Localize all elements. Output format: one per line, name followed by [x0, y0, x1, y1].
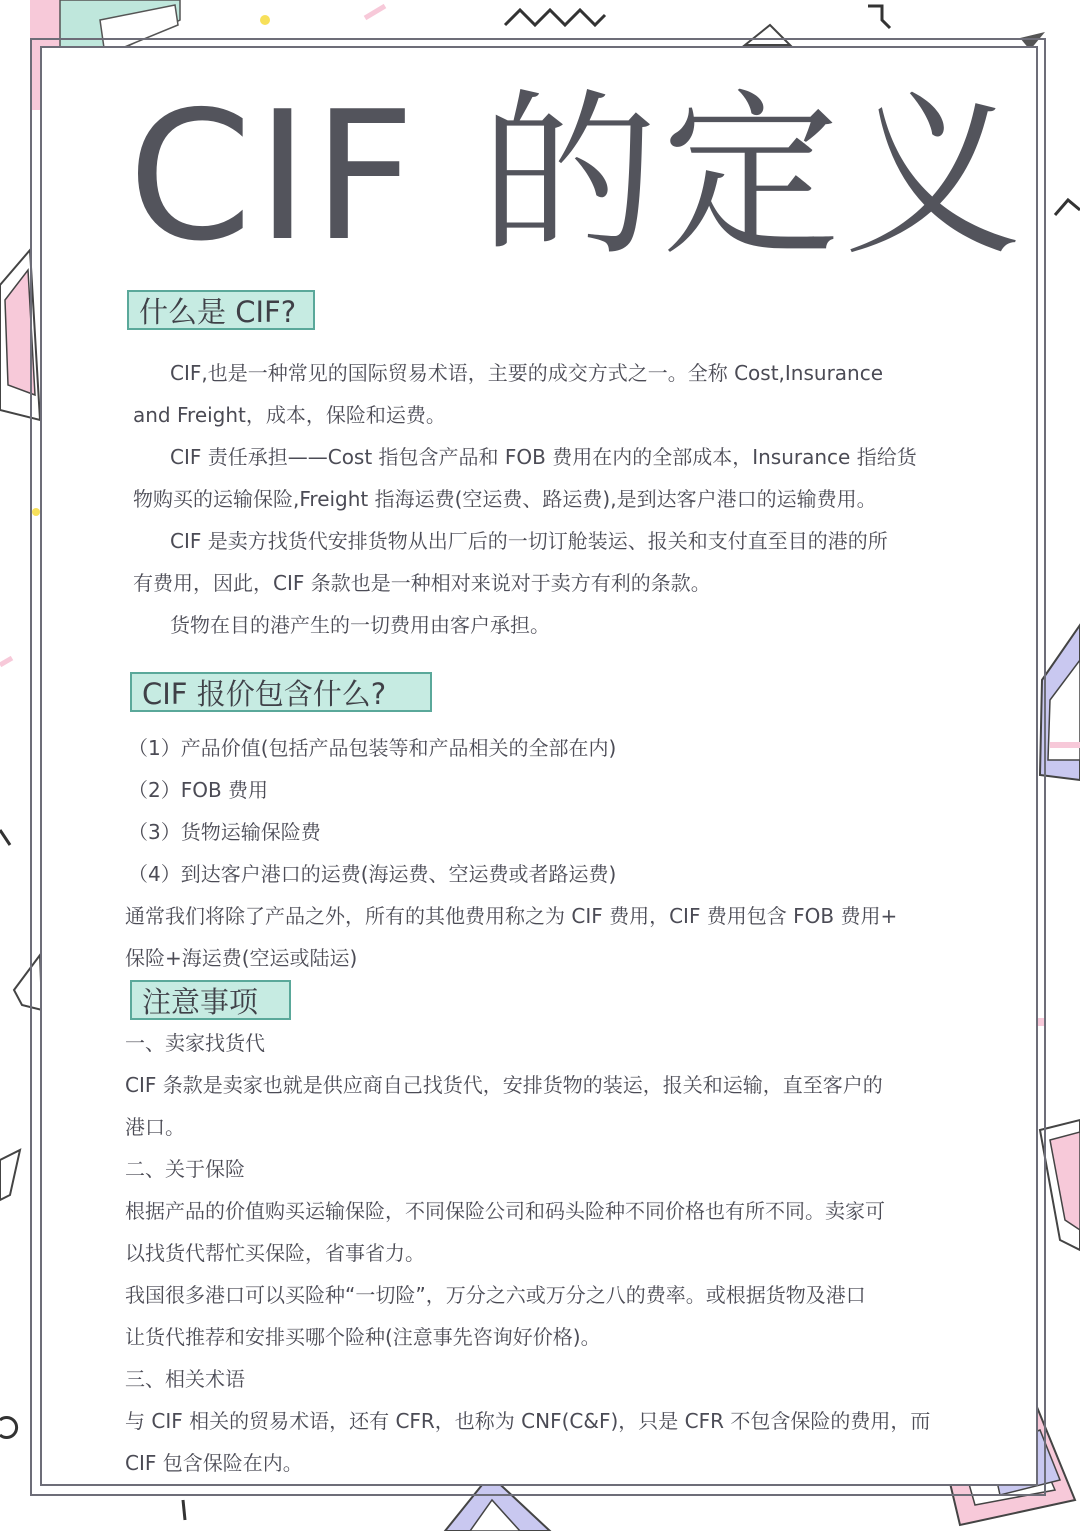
zigzag-icon [505, 10, 605, 25]
list-item: （1）产品价值(包括产品包装等和产品相关的全部在内) [128, 736, 617, 760]
tick-bottom [183, 1500, 185, 1520]
right-prism-low [1040, 1120, 1080, 1250]
dash-left [0, 658, 12, 665]
paragraph-line: and Freight，成本，保险和运费。 [133, 403, 446, 427]
page-title: CIF 的定义 [128, 73, 1026, 280]
paragraph-line: CIF 包含保险在内。 [125, 1451, 303, 1475]
dash-pink [365, 6, 385, 18]
dot-yellow [260, 15, 270, 25]
paragraph-line: 通常我们将除了产品之外，所有的其他费用称之为 CIF 费用，CIF 费用包含 FOB 费用+ [125, 904, 898, 928]
subheading: 二、关于保险 [125, 1157, 245, 1181]
paragraph-line: CIF 是卖方找货代安排货物从出厂后的一切订舱装运、报关和支付直至目的港的所 [170, 529, 888, 553]
prism-left-low [0, 1150, 20, 1200]
paragraph-line: 以找货代帮忙买保险，省事省力。 [125, 1241, 425, 1265]
paragraph-line: 我国很多港口可以买险种“一切险”，万分之六或万分之八的费率。或根据货物及港口 [125, 1283, 866, 1307]
paragraph-line: CIF 条款是卖家也就是供应商自己找货代，安排货物的装运，报关和运输，直至客户的 [125, 1073, 883, 1097]
paragraph-line: 保险+海运费(空运或陆运) [125, 946, 358, 970]
paragraph-line: 根据产品的价值购买运输保险，不同保险公司和码头险种不同价格也有所不同。卖家可 [125, 1199, 885, 1223]
paragraph-line: 与 CIF 相关的贸易术语，还有 CFR，也称为 CNF(C&F)，只是 CFR 不包含保险的费用，而 [125, 1409, 931, 1433]
paragraph-line: 有费用，因此，CIF 条款也是一种相对来说对于卖方有利的条款。 [133, 571, 711, 595]
subheading: 一、卖家找货代 [125, 1031, 265, 1055]
arc-left [0, 1417, 17, 1437]
section-heading-what-is-cif: 什么是 CIF? [127, 290, 315, 330]
paragraph-line: 物购买的运输保险,Freight 指海运费(空运费、路运费),是到达客户港口的运输费用。 [133, 487, 877, 511]
squiggle-right [1055, 200, 1080, 215]
paragraph-line: 港口。 [125, 1115, 185, 1139]
list-item: （2）FOB 费用 [128, 778, 269, 802]
paragraph-line: 货物在目的港产生的一切费用由客户承担。 [170, 613, 550, 637]
tick-left [0, 830, 10, 845]
right-prism-mid [1040, 625, 1080, 780]
list-item: （3）货物运输保险费 [128, 820, 321, 844]
section-heading-cif-quote: CIF 报价包含什么? [130, 672, 432, 712]
paragraph-line: CIF,也是一种常见的国际贸易术语，主要的成交方式之一。全称 Cost,Insurance [170, 361, 884, 385]
list-item: （4）到达客户港口的运费(海运费、空运费或者路运费) [128, 862, 617, 886]
paragraph-line: CIF 责任承担——Cost 指包含产品和 FOB 费用在内的全部成本，Insurance 指给货 [170, 445, 917, 469]
section-heading-notes: 注意事项 [130, 980, 291, 1020]
subheading: 三、相关术语 [125, 1367, 245, 1391]
paragraph-line: 让货代推荐和安排买哪个险种(注意事先咨询好价格)。 [125, 1325, 601, 1349]
squiggle-top-right [868, 6, 890, 28]
